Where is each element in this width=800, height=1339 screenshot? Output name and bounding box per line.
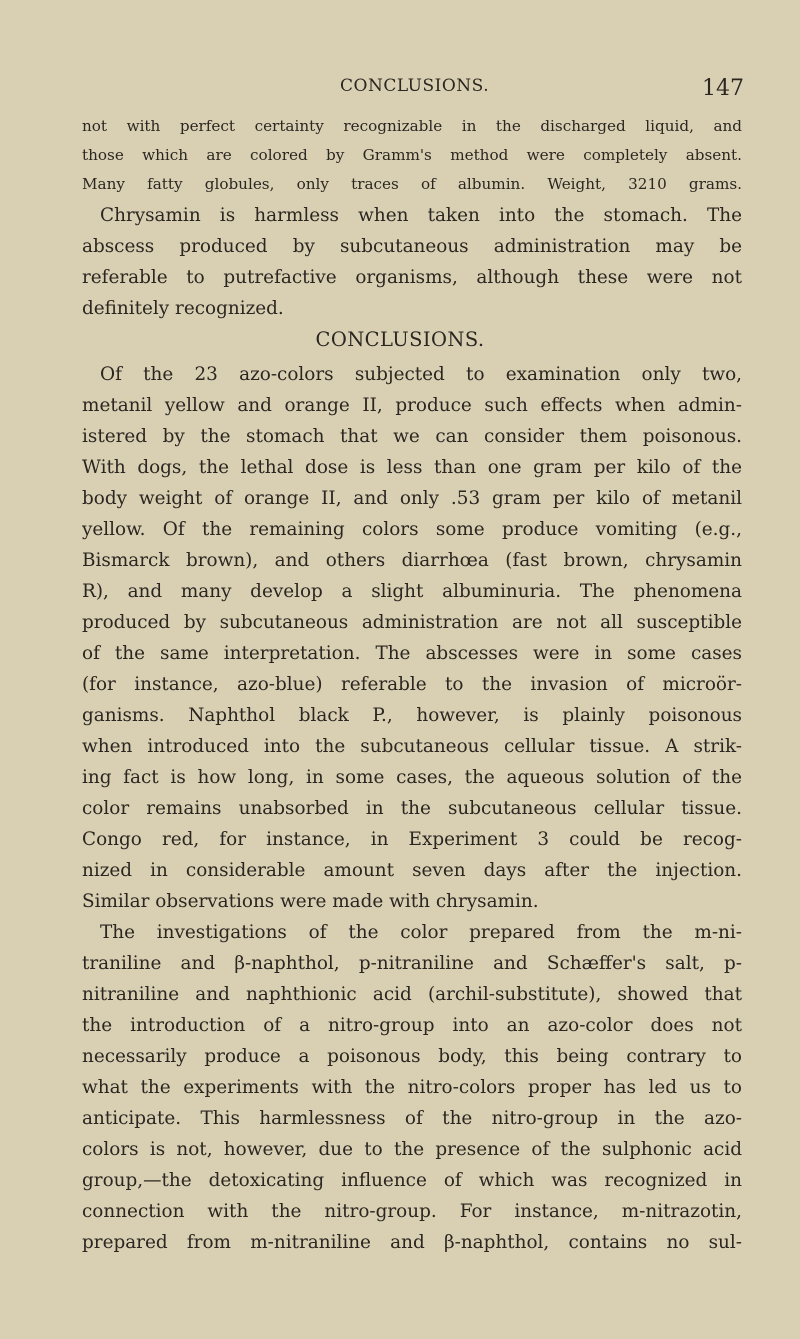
text-line: yellow. Of the remaining colors some produce vomiting (e.g., — [82, 519, 742, 540]
text-line: nitraniline and naphthionic acid (archil-substitute), showed that — [82, 984, 742, 1005]
text-line: Congo red, for instance, in Experiment 3 could be recog- — [82, 829, 742, 850]
text-line: Many fatty globules, only traces of albumin. Weight, 3210 grams. — [82, 175, 742, 193]
section-heading: CONCLUSIONS. — [315, 328, 485, 351]
text-line: anticipate. This harmlessness of the nitro-group in the azo- — [82, 1108, 742, 1129]
text-line: abscess produced by subcutaneous administration may be — [82, 236, 742, 257]
running-head — [0, 76, 800, 106]
page-number: 147 — [702, 76, 744, 101]
text-line: group,—the detoxicating influence of which was recognized in — [82, 1170, 742, 1191]
text-line: body weight of orange II, and only .53 gram per kilo of metanil — [82, 488, 742, 509]
text-line: The investigations of the color prepared from the m-ni- — [100, 922, 742, 943]
text-line: produced by subcutaneous administration are not all susceptible — [82, 612, 742, 633]
text-line: Of the 23 azo-colors subjected to examination only two, — [100, 364, 742, 385]
text-line: referable to putrefactive organisms, although these were not — [82, 267, 742, 288]
text-line: traniline and β-naphthol, p-nitraniline and Schæffer's salt, p- — [82, 953, 742, 974]
text-line: ganisms. Naphthol black P., however, is plainly poisonous — [82, 705, 742, 726]
text-line: prepared from m-nitraniline and β-naphthol, contains no sul- — [82, 1232, 742, 1253]
text-line: Bismarck brown), and others diarrhœa (fast brown, chrysamin — [82, 550, 742, 571]
text-line: ing fact is how long, in some cases, the aqueous solution of the — [82, 767, 742, 788]
text-line: nized in considerable amount seven days after the injection. — [82, 860, 742, 881]
text-line: Similar observations were made with chrysamin. — [82, 891, 539, 912]
text-line: colors is not, however, due to the presence of the sulphonic acid — [82, 1139, 742, 1160]
text-line: not with perfect certainty recognizable in the discharged liquid, and — [82, 117, 742, 135]
text-line: R), and many develop a slight albuminuria. The phenomena — [82, 581, 742, 602]
text-line: the introduction of a nitro-group into an azo-color does not — [82, 1015, 742, 1036]
text-line: necessarily produce a poisonous body, this being contrary to — [82, 1046, 742, 1067]
text-line: what the experiments with the nitro-colors proper has led us to — [82, 1077, 742, 1098]
text-line: Chrysamin is harmless when taken into the stomach. The — [100, 205, 742, 226]
text-line: With dogs, the lethal dose is less than one gram per kilo of the — [82, 457, 742, 478]
text-line: those which are colored by Gramm's method were completely absent. — [82, 146, 742, 164]
text-line: when introduced into the subcutaneous cellular tissue. A strik- — [82, 736, 742, 757]
text-line: (for instance, azo-blue) referable to the invasion of microör- — [82, 674, 742, 695]
text-line: connection with the nitro-group. For instance, m-nitrazotin, — [82, 1201, 742, 1222]
text-line: definitely recognized. — [82, 298, 284, 319]
text-line: color remains unabsorbed in the subcutaneous cellular tissue. — [82, 798, 742, 819]
text-line: metanil yellow and orange II, produce such effects when admin- — [82, 395, 742, 416]
running-title: CONCLUSIONS. — [340, 76, 490, 96]
text-line: istered by the stomach that we can consider them poisonous. — [82, 426, 742, 447]
text-line: of the same interpretation. The abscesses were in some cases — [82, 643, 742, 664]
